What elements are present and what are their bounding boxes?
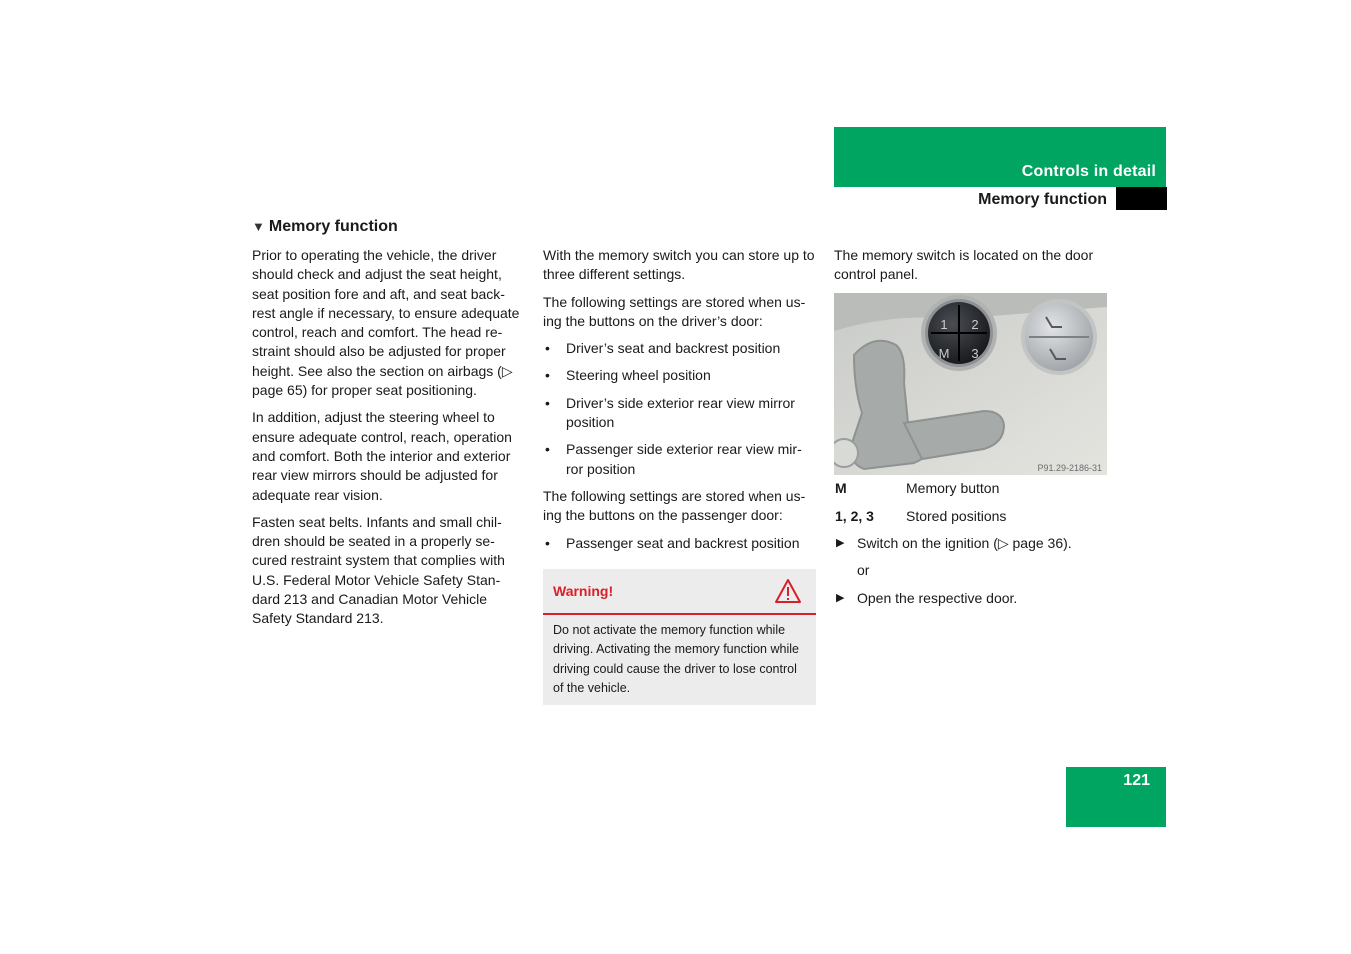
memory-switch-photo <box>834 293 1107 475</box>
warning-triangle-icon <box>774 578 802 604</box>
list-item: • Steering wheel position <box>543 366 817 385</box>
page-number: 121 <box>1123 772 1150 789</box>
legend-desc: Memory button <box>906 479 1000 496</box>
section-title <box>252 218 398 236</box>
paragraph-seat-adjust: Prior to operating the vehicle, the driver should check and adjust the seat height, seat position fore and aft, and seat back-rest angle if necessary, to ensure adequate control, reach and comfort. The head re-straint should also be adjusted for proper height. See also the section on airbags (▷ page 65) for proper seat positioning. <box>252 247 520 399</box>
column-1 <box>252 246 526 637</box>
page-number-box <box>1066 767 1166 827</box>
section-tab-marker <box>1116 187 1167 210</box>
or-text: or <box>857 562 870 579</box>
column-3 <box>834 246 1110 616</box>
step-open-door <box>834 589 1110 608</box>
legend-key: 1, 2, 3 <box>835 507 874 524</box>
door-panel-image <box>834 293 1107 475</box>
step-text: Switch on the ignition (▷ page 36). <box>857 535 1072 552</box>
paragraph-steering-mirrors: In addition, adjust the steering wheel to ensure adequate control, reach, operation and comfort. Both the interior and exterior rear view mirrors should be adjusted for adequate rear vision. <box>252 409 512 503</box>
step-ignition <box>834 534 1110 553</box>
list-item: • Driver’s seat and backrest position <box>543 339 817 358</box>
arrow-right-icon: ▶ <box>836 537 845 550</box>
photo-button-1: 1 <box>940 316 948 332</box>
warning-header <box>543 569 816 615</box>
legend-desc: Stored positions <box>906 507 1007 524</box>
chapter-title: Controls in detail <box>1021 163 1156 180</box>
warning-body: Do not activate the memory function while driving. Activating the memory function while driving could cause the driver to lose control of the vehicle. <box>553 622 799 696</box>
column-2 <box>543 246 817 705</box>
legend-key: M <box>835 479 847 496</box>
arrow-right-icon: ▶ <box>836 591 845 604</box>
warning-box <box>543 569 816 705</box>
photo-button-3: 3 <box>971 345 979 361</box>
photo-legend <box>834 479 1110 527</box>
photo-code: P91.29-2186-31 <box>1037 462 1102 473</box>
step-text: Open the respective door. <box>857 589 1018 606</box>
triangle-down-icon: ▼ <box>252 219 265 234</box>
passenger-settings-list <box>543 534 817 553</box>
paragraph-passenger-door: The following settings are stored when us-ing the buttons on the passenger door: <box>543 487 806 524</box>
paragraph-memory-intro: With the memory switch you can store up to three different settings. <box>543 247 815 283</box>
photo-button-2: 2 <box>971 316 979 332</box>
list-item: • Driver’s side exterior rear view mirror position <box>543 394 817 433</box>
driver-settings-list <box>543 339 817 479</box>
list-item: • Passenger seat and backrest position <box>543 534 817 553</box>
paragraph-switch-location: The memory switch is located on the door control panel. <box>834 247 1094 283</box>
section-title-text: Memory function <box>268 218 398 235</box>
chapter-header-box <box>834 127 1166 187</box>
warning-title: Warning! <box>553 582 614 599</box>
section-header: Memory function <box>978 191 1107 208</box>
paragraph-driver-door: The following settings are stored when us-ing the buttons on the driver’s door: <box>543 293 806 329</box>
photo-button-m: M <box>938 345 950 361</box>
list-item: • Passenger side exterior rear view mir-ror position <box>543 440 817 479</box>
paragraph-seat-belts: Fasten seat belts. Infants and small chil-dren should be seated in a properly se-cured restraint system that complies with U.S. Federal Motor Vehicle Safety Stan-dard 213 and Canadian Motor Vehicle Safety Standard 213. <box>252 513 505 627</box>
